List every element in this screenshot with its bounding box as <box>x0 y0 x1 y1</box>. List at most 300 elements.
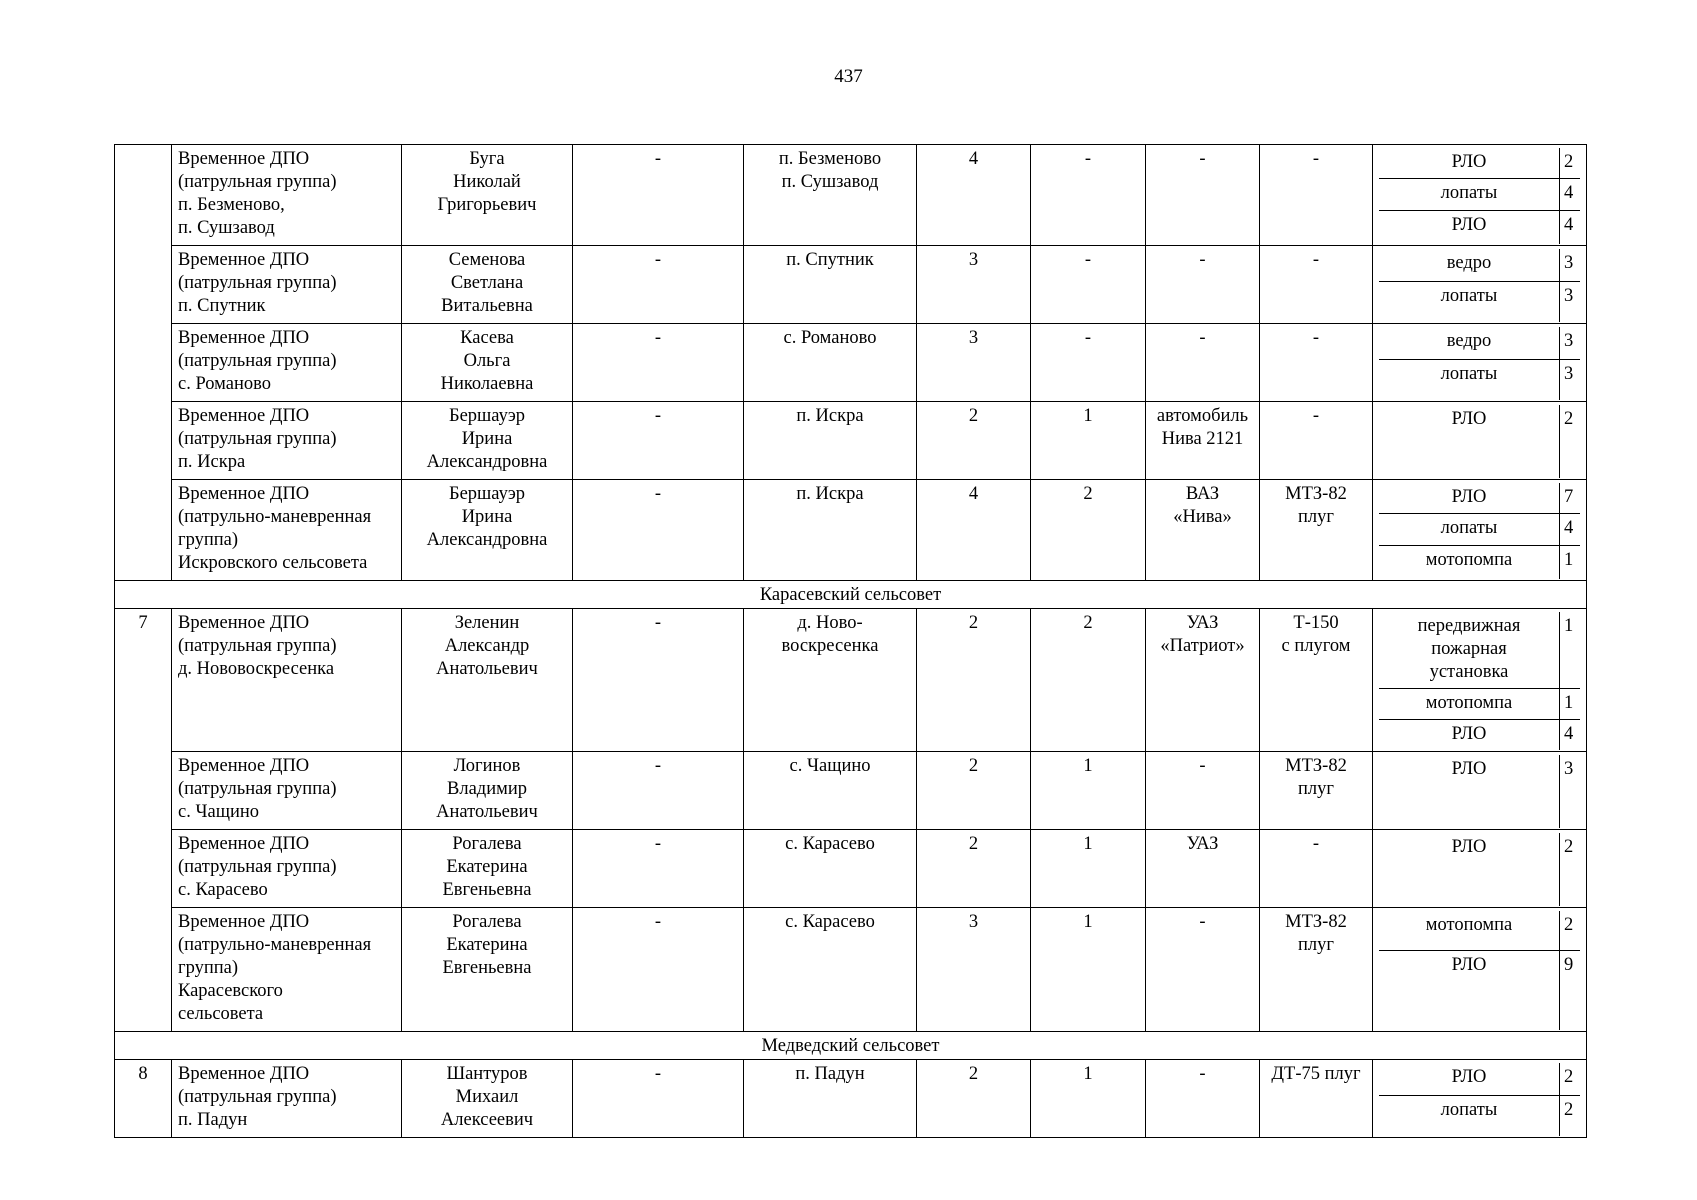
brigade-head-line: Александровна <box>426 530 548 550</box>
inventory-qty: 7 <box>1564 487 1574 507</box>
column-3-value: - <box>573 480 744 581</box>
inventory-qty: 3 <box>1560 282 1581 322</box>
location-line: п. Искра <box>796 484 864 504</box>
location-line: п. Безменово <box>778 149 882 169</box>
brigade-head <box>402 609 573 752</box>
inventory-item-line: мотопомпа <box>1425 915 1513 935</box>
vehicle-line: - <box>1199 250 1206 270</box>
brigade-name-line: (патрульная группа) <box>178 273 337 293</box>
brigade-name <box>172 609 402 752</box>
inventory-item <box>1379 405 1560 478</box>
inventory-row <box>1379 148 1580 179</box>
location <box>744 145 917 246</box>
table-row <box>115 752 1587 830</box>
inventory-table <box>1379 327 1580 400</box>
inventory-item-line: РЛО <box>1451 723 1487 744</box>
inventory-table <box>1379 483 1580 579</box>
inventory-item <box>1379 210 1560 244</box>
inventory-row <box>1379 1063 1580 1096</box>
brigade-head-line: Екатерина <box>446 857 528 877</box>
brigade-name-line: Временное ДПО <box>178 912 310 932</box>
inventory-item-line: РЛО <box>1451 409 1487 429</box>
location <box>744 609 917 752</box>
tractor-line: - <box>1312 328 1320 348</box>
location <box>744 908 917 1032</box>
inventory-qty: 1 <box>1560 688 1581 719</box>
brigade-head <box>402 324 573 402</box>
inventory-item <box>1379 833 1560 906</box>
brigade-head-line: Семенова <box>448 250 526 270</box>
vehicle-line: - <box>1199 756 1206 776</box>
tractor-line: ДТ-75 плуг <box>1271 1064 1361 1084</box>
people-count: 3 <box>917 246 1031 324</box>
brigade-name-line: п. Спутник <box>178 296 266 316</box>
inventory-item-line: РЛО <box>1451 955 1487 976</box>
vehicle <box>1146 609 1260 752</box>
brigade-name-line: (патрульная группа) <box>178 351 337 371</box>
vehicle <box>1146 246 1260 324</box>
inventory-row <box>1379 249 1580 282</box>
inventory-item-line: ведро <box>1446 331 1492 351</box>
brigade-name-line: группа) <box>178 530 239 550</box>
inventory-item-line: РЛО <box>1451 1067 1487 1087</box>
brigade-head-line: Алексеевич <box>440 1110 534 1130</box>
inventory-item <box>1379 719 1560 750</box>
brigade-head-line: Ирина <box>461 507 513 527</box>
table-row <box>115 1060 1587 1138</box>
inventory-row <box>1379 545 1580 579</box>
region-row <box>115 581 1587 609</box>
brigade-head <box>402 908 573 1032</box>
inventory-row <box>1379 360 1580 400</box>
tractor <box>1260 752 1373 830</box>
brigade-head-line: Зеленин <box>454 613 520 633</box>
brigade-head <box>402 480 573 581</box>
brigade-name-line: Искровского сельсовета <box>178 553 368 573</box>
inventory-cell <box>1373 402 1587 480</box>
vehicle <box>1146 145 1260 246</box>
vehicle-line: - <box>1199 328 1206 348</box>
tractor-line: плуг <box>1298 779 1334 799</box>
inventory-item <box>1379 360 1560 400</box>
fire-brigade-table <box>114 144 1587 1138</box>
table-row <box>115 830 1587 908</box>
inventory-table <box>1379 755 1580 828</box>
inventory-cell <box>1373 908 1587 1032</box>
inventory-row <box>1379 1096 1580 1136</box>
people-count: 2 <box>917 1060 1031 1138</box>
inventory-item <box>1379 483 1560 514</box>
vehicle-line: - <box>1199 912 1206 932</box>
inventory-item-line: передвижная <box>1417 616 1521 636</box>
tractor-line: МТЗ-82 <box>1285 484 1347 504</box>
brigade-name-line: д. Нововоскресенка <box>178 659 335 679</box>
inventory-item <box>1379 514 1560 545</box>
inventory-qty: 4 <box>1560 179 1581 210</box>
inventory-qty: 2 <box>1564 915 1574 935</box>
vehicle-count: - <box>1031 145 1146 246</box>
inventory-cell <box>1373 246 1587 324</box>
inventory-row <box>1379 282 1580 322</box>
inventory-item <box>1379 755 1560 828</box>
inventory-item <box>1379 148 1560 179</box>
inventory-item <box>1379 688 1560 719</box>
brigade-name-line: Временное ДПО <box>178 250 310 270</box>
inventory-qty: 4 <box>1560 210 1581 244</box>
tractor <box>1260 246 1373 324</box>
inventory-row <box>1379 755 1580 828</box>
location-line: с. Романово <box>783 328 877 348</box>
vehicle-line: УАЗ <box>1186 834 1219 854</box>
brigade-head-line: Касева <box>460 328 514 348</box>
brigade-name <box>172 830 402 908</box>
brigade-head <box>402 246 573 324</box>
brigade-head-line: Буга <box>469 149 505 169</box>
people-count: 3 <box>917 908 1031 1032</box>
inventory-qty: 1 <box>1564 616 1574 636</box>
inventory-table <box>1379 148 1580 244</box>
inventory-row <box>1379 327 1580 360</box>
inventory-row <box>1379 179 1580 210</box>
inventory-qty: 3 <box>1560 360 1581 400</box>
inventory-item-line: пожарная <box>1431 639 1507 659</box>
brigade-name <box>172 1060 402 1138</box>
brigade-head <box>402 1060 573 1138</box>
inventory-item-line: лопаты <box>1440 364 1498 385</box>
inventory-qty: 9 <box>1560 951 1581 1030</box>
vehicle-line: Нива 2121 <box>1161 429 1244 449</box>
brigade-head-line: Шантуров <box>446 1064 528 1084</box>
inventory-qty: 3 <box>1564 759 1574 779</box>
brigade-head-line: Григорьевич <box>437 195 537 215</box>
inventory-qty: 1 <box>1560 545 1581 579</box>
brigade-name <box>172 480 402 581</box>
table-row <box>115 402 1587 480</box>
brigade-head-line: Михаил <box>455 1087 519 1107</box>
people-count: 3 <box>917 324 1031 402</box>
tractor <box>1260 1060 1373 1138</box>
inventory-row <box>1379 719 1580 750</box>
vehicle-line: автомобиль <box>1156 406 1249 426</box>
inventory-item-line: мотопомпа <box>1425 692 1513 713</box>
brigade-head-line: Бершауэр <box>448 406 526 426</box>
inventory-table <box>1379 1063 1580 1136</box>
brigade-name-line: (патрульно-маневренная <box>178 935 372 955</box>
brigade-name-line: Временное ДПО <box>178 149 310 169</box>
brigade-head-line: Николаевна <box>440 374 534 394</box>
people-count: 2 <box>917 609 1031 752</box>
column-3-value: - <box>573 402 744 480</box>
inventory-item-line: мотопомпа <box>1425 549 1513 570</box>
tractor <box>1260 480 1373 581</box>
brigade-name-line: Временное ДПО <box>178 613 310 633</box>
brigade-head <box>402 830 573 908</box>
inventory-item <box>1379 327 1560 360</box>
column-3-value: - <box>573 145 744 246</box>
vehicle-count: - <box>1031 246 1146 324</box>
brigade-name <box>172 402 402 480</box>
vehicle <box>1146 752 1260 830</box>
vehicle <box>1146 1060 1260 1138</box>
vehicle-count: 1 <box>1031 830 1146 908</box>
people-count: 2 <box>917 830 1031 908</box>
inventory-item-line: установка <box>1429 662 1509 682</box>
location-line: п. Сушзавод <box>781 172 879 192</box>
inventory-row <box>1379 688 1580 719</box>
brigade-head-line: Евгеньевна <box>442 958 532 978</box>
brigade-name-line: Временное ДПО <box>178 328 310 348</box>
tractor-line: плуг <box>1298 507 1334 527</box>
inventory-item <box>1379 1096 1560 1136</box>
inventory-qty: 2 <box>1564 1067 1574 1087</box>
brigade-name-line: (патрульная группа) <box>178 1087 337 1107</box>
inventory-row <box>1379 210 1580 244</box>
location-line: воскресенка <box>781 636 879 656</box>
inventory-row <box>1379 514 1580 545</box>
brigade-head-line: Логинов <box>453 756 521 776</box>
brigade-head-line: Владимир <box>447 779 527 799</box>
brigade-name-line: сельсовета <box>178 1004 264 1024</box>
inventory-table <box>1379 249 1580 322</box>
row-number: 8 <box>115 1060 172 1138</box>
inventory-item-line: РЛО <box>1451 487 1487 507</box>
brigade-head <box>402 752 573 830</box>
brigade-head-line: Рогалева <box>452 834 522 854</box>
inventory-item <box>1379 612 1560 688</box>
brigade-name-line: Временное ДПО <box>178 1064 310 1084</box>
brigade-head-line: Ирина <box>461 429 513 449</box>
vehicle <box>1146 324 1260 402</box>
tractor <box>1260 324 1373 402</box>
brigade-head-line: Рогалева <box>452 912 522 932</box>
location-line: п. Искра <box>796 406 864 426</box>
inventory-table <box>1379 612 1580 750</box>
location-line: п. Спутник <box>786 250 874 270</box>
column-3-value: - <box>573 830 744 908</box>
tractor-line: Т-150 <box>1293 613 1339 633</box>
vehicle-count: 2 <box>1031 609 1146 752</box>
brigade-head-line: Анатольевич <box>436 802 538 822</box>
inventory-qty: 2 <box>1560 1096 1581 1136</box>
brigade-head <box>402 145 573 246</box>
location <box>744 324 917 402</box>
inventory-row <box>1379 951 1580 1030</box>
inventory-item <box>1379 951 1560 1030</box>
inventory-row <box>1379 483 1580 514</box>
brigade-name-line: (патрульная группа) <box>178 172 337 192</box>
brigade-head-line: Александр <box>444 636 530 656</box>
column-3-value: - <box>573 324 744 402</box>
inventory-cell <box>1373 324 1587 402</box>
vehicle-count: 2 <box>1031 480 1146 581</box>
inventory-item-line: РЛО <box>1451 759 1487 779</box>
brigade-head-line: Бершауэр <box>448 484 526 504</box>
brigade-name-line: группа) <box>178 958 239 978</box>
vehicle <box>1146 830 1260 908</box>
table-row <box>115 609 1587 752</box>
brigade-name <box>172 324 402 402</box>
tractor-line: - <box>1312 149 1320 169</box>
inventory-qty: 2 <box>1564 152 1574 172</box>
inventory-row <box>1379 833 1580 906</box>
brigade-name-line: (патрульная группа) <box>178 857 337 877</box>
vehicle-count: 1 <box>1031 908 1146 1032</box>
column-3-value: - <box>573 246 744 324</box>
inventory-item-line: ведро <box>1446 253 1492 273</box>
brigade-name-line: с. Чащино <box>178 802 259 822</box>
tractor-line: МТЗ-82 <box>1285 756 1347 776</box>
vehicle-count: 1 <box>1031 1060 1146 1138</box>
tractor <box>1260 908 1373 1032</box>
tractor-line: МТЗ-82 <box>1285 912 1347 932</box>
inventory-item-line: лопаты <box>1440 518 1498 539</box>
inventory-item-line: РЛО <box>1451 837 1487 857</box>
location <box>744 830 917 908</box>
brigade-name-line: Временное ДПО <box>178 406 310 426</box>
inventory-table <box>1379 405 1580 478</box>
location-line: с. Карасево <box>785 912 875 932</box>
brigade-head-line: Светлана <box>450 273 524 293</box>
brigade-name-line: Временное ДПО <box>178 756 310 776</box>
inventory-row <box>1379 612 1580 688</box>
inventory-qty: 2 <box>1564 409 1574 429</box>
brigade-head-line: Витальевна <box>441 296 533 316</box>
brigade-name-line: (патрульно-маневренная <box>178 507 372 527</box>
people-count: 2 <box>917 752 1031 830</box>
tractor <box>1260 145 1373 246</box>
inventory-item-line: лопаты <box>1440 183 1498 204</box>
people-count: 4 <box>917 145 1031 246</box>
tractor-line: с плугом <box>1281 636 1351 656</box>
vehicle <box>1146 908 1260 1032</box>
region-row <box>115 1032 1587 1060</box>
inventory-table <box>1379 833 1580 906</box>
vehicle <box>1146 402 1260 480</box>
inventory-qty: 4 <box>1560 719 1581 750</box>
vehicle-count: 1 <box>1031 752 1146 830</box>
brigade-name <box>172 246 402 324</box>
inventory-cell <box>1373 609 1587 752</box>
brigade-name-line: (патрульная группа) <box>178 636 337 656</box>
vehicle-line: ВАЗ <box>1185 484 1220 504</box>
tractor-line: - <box>1312 406 1320 426</box>
table-row <box>115 145 1587 246</box>
location <box>744 752 917 830</box>
vehicle <box>1146 480 1260 581</box>
brigade-name-line: Временное ДПО <box>178 834 310 854</box>
location <box>744 480 917 581</box>
inventory-cell <box>1373 145 1587 246</box>
location-line: с. Карасево <box>785 834 875 854</box>
vehicle-line: УАЗ <box>1186 613 1219 633</box>
people-count: 2 <box>917 402 1031 480</box>
location <box>744 402 917 480</box>
location-line: д. Ново- <box>797 613 863 633</box>
vehicle-count: 1 <box>1031 402 1146 480</box>
inventory-item <box>1379 545 1560 579</box>
column-3-value: - <box>573 609 744 752</box>
vehicle-count: - <box>1031 324 1146 402</box>
inventory-table <box>1379 911 1580 1030</box>
inventory-qty: 3 <box>1564 253 1574 273</box>
brigade-name-line: Карасевского <box>178 981 283 1001</box>
inventory-item-line: лопаты <box>1440 1100 1498 1121</box>
table-row <box>115 480 1587 581</box>
tractor <box>1260 402 1373 480</box>
brigade-name-line: п. Искра <box>178 452 246 472</box>
people-count: 4 <box>917 480 1031 581</box>
inventory-item-line: РЛО <box>1451 214 1487 235</box>
brigade-name-line: с. Романово <box>178 374 271 394</box>
location <box>744 1060 917 1138</box>
inventory-item <box>1379 1063 1560 1096</box>
brigade-head-line: Екатерина <box>446 935 528 955</box>
inventory-cell <box>1373 830 1587 908</box>
inventory-item-line: лопаты <box>1440 286 1498 307</box>
tractor-line: плуг <box>1298 935 1334 955</box>
table-row <box>115 246 1587 324</box>
brigade-name <box>172 908 402 1032</box>
row-number: 7 <box>115 609 172 1032</box>
brigade-name <box>172 145 402 246</box>
inventory-row <box>1379 405 1580 478</box>
brigade-name-line: п. Падун <box>178 1110 248 1130</box>
location <box>744 246 917 324</box>
inventory-qty: 3 <box>1564 331 1574 351</box>
inventory-cell <box>1373 480 1587 581</box>
column-3-value: - <box>573 752 744 830</box>
brigade-name-line: с. Карасево <box>178 880 268 900</box>
inventory-item <box>1379 249 1560 282</box>
inventory-item <box>1379 911 1560 951</box>
brigade-head-line: Александровна <box>426 452 548 472</box>
table-row <box>115 908 1587 1032</box>
vehicle-line: «Патриот» <box>1160 636 1245 656</box>
brigade-name-line: п. Сушзавод <box>178 218 275 238</box>
brigade-name-line: (патрульная группа) <box>178 429 337 449</box>
inventory-item <box>1379 179 1560 210</box>
vehicle-line: - <box>1199 1064 1206 1084</box>
location-line: п. Падун <box>795 1064 865 1084</box>
brigade-head-line: Ольга <box>463 351 511 371</box>
tractor-line: - <box>1312 834 1320 854</box>
tractor-line: - <box>1312 250 1320 270</box>
brigade-head-line: Николай <box>453 172 521 192</box>
brigade-name <box>172 752 402 830</box>
brigade-name-line: (патрульная группа) <box>178 779 337 799</box>
brigade-head <box>402 402 573 480</box>
tractor <box>1260 830 1373 908</box>
inventory-qty: 4 <box>1560 514 1581 545</box>
row-number <box>115 145 172 581</box>
column-3-value: - <box>573 908 744 1032</box>
column-3-value: - <box>573 1060 744 1138</box>
tractor <box>1260 609 1373 752</box>
region-title: Медведский сельсовет <box>115 1032 1587 1060</box>
brigade-head-line: Евгеньевна <box>442 880 532 900</box>
inventory-qty: 2 <box>1564 837 1574 857</box>
vehicle-line: «Нива» <box>1173 507 1232 527</box>
table-row <box>115 324 1587 402</box>
inventory-item-line: РЛО <box>1451 152 1487 172</box>
inventory-item <box>1379 282 1560 322</box>
brigade-head-line: Анатольевич <box>436 659 538 679</box>
brigade-name-line: п. Безменово, <box>178 195 285 215</box>
page-number: 437 <box>834 66 863 87</box>
region-title: Карасевский сельсовет <box>115 581 1587 609</box>
vehicle-line: - <box>1199 149 1206 169</box>
inventory-cell <box>1373 752 1587 830</box>
